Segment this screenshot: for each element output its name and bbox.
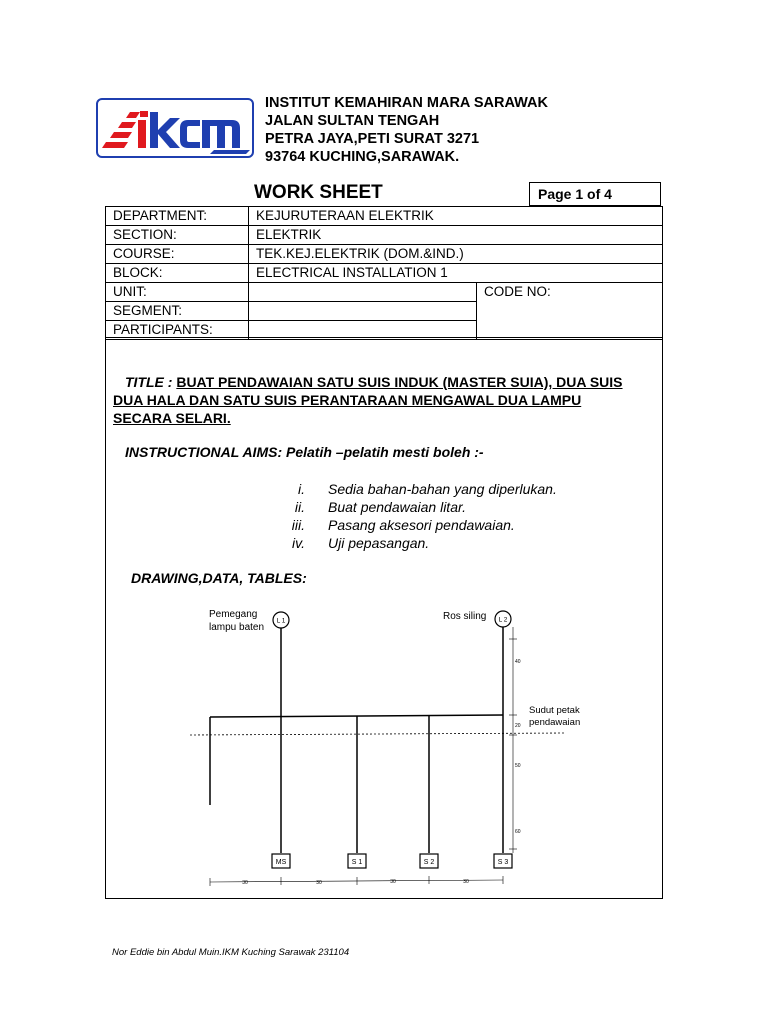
code-no-label: CODE NO:	[477, 283, 663, 340]
aim-number: ii.	[294, 499, 305, 515]
instructional-aims-heading: INSTRUCTIONAL AIMS: Pelatih –pelatih mesti boleh :-	[125, 444, 484, 460]
dimension-label: 40	[515, 659, 521, 665]
dimension-label: 30	[316, 880, 322, 886]
ikm-logo	[96, 98, 254, 158]
unit-label: UNIT:	[106, 283, 249, 302]
title-text: BUAT PENDAWAIAN SATU SUIS INDUK (MASTER SUIA), DUA SUIS DUA HALA DAN SATU SUIS PERANTARAAN MENGAWAL DUA LAMPU SECARA SELARI.	[113, 374, 623, 426]
table-row	[106, 264, 663, 283]
department-value: KEJURUTERAAN ELEKTRIK	[249, 207, 663, 226]
table-row	[106, 226, 663, 245]
course-value: TEK.KEJ.ELEKTRIK (DOM.&IND.)	[249, 245, 663, 264]
switch-s3-label: S 3	[497, 859, 509, 866]
aim-number: iii.	[291, 517, 305, 533]
switch-s1-label: S 1	[351, 859, 363, 866]
institution-address	[265, 94, 548, 166]
segment-value	[249, 302, 477, 321]
block-label: BLOCK:	[106, 264, 249, 283]
address-line: PETRA JAYA,PETI SURAT 3271	[265, 131, 480, 147]
title-prefix: TITLE :	[125, 374, 173, 390]
lamp-l1-label: L 1	[276, 617, 286, 625]
aim-text: Pasang aksesori pendawaian.	[328, 517, 515, 533]
aim-number: iv.	[292, 535, 305, 551]
segment-label: SEGMENT:	[106, 302, 249, 321]
dotted-line	[190, 733, 565, 735]
dimension-label: 60	[515, 829, 521, 835]
worksheet-title-block	[113, 373, 643, 427]
worksheet-title: WORK SHEET	[254, 182, 383, 203]
address-line: INSTITUT KEMAHIRAN MARA SARAWAK	[265, 95, 549, 111]
dimension-label: 20	[515, 723, 521, 729]
list-item	[0, 499, 768, 517]
footer-credit: Nor Eddie bin Abdul Muin.IKM Kuching Sarawak 231104	[112, 947, 350, 958]
list-item	[0, 535, 768, 553]
page-number: Page 1 of 4	[529, 182, 661, 206]
aim-number: i.	[298, 481, 305, 497]
wiring-box-label: Sudut petak	[529, 705, 580, 716]
list-item	[0, 517, 768, 535]
address-line: 93764 KUCHING,SARAWAK.	[265, 149, 460, 165]
switch-s2-label: S 2	[423, 859, 435, 866]
block-value: ELECTRICAL INSTALLATION 1	[249, 264, 663, 283]
participants-label: PARTICIPANTS:	[106, 321, 249, 340]
lamp-holder-label: Pemegang	[209, 609, 258, 620]
section-label: SECTION:	[106, 226, 249, 245]
department-label: DEPARTMENT:	[106, 207, 249, 226]
drawing-heading: DRAWING,DATA, TABLES:	[131, 570, 307, 586]
dimension-label: 30	[242, 880, 248, 886]
course-label: COURSE:	[106, 245, 249, 264]
section-value: ELEKTRIK	[249, 226, 663, 245]
worksheet-info-table	[105, 206, 663, 340]
table-row	[106, 283, 663, 302]
dimension-line	[210, 880, 503, 882]
table-row	[106, 207, 663, 226]
wiring-box-label: pendawaian	[529, 717, 581, 728]
dimension-label: 30	[463, 879, 469, 885]
address-line: JALAN SULTAN TENGAH	[265, 113, 440, 129]
switch-ms-label: MS	[275, 859, 287, 866]
unit-value	[249, 283, 477, 302]
aim-text: Sedia bahan-bahan yang diperlukan.	[328, 481, 557, 497]
list-item	[0, 481, 768, 499]
dimension-label: 50	[515, 763, 521, 769]
dimension-label: 30	[390, 879, 396, 885]
aim-text: Uji pepasangan.	[328, 535, 430, 551]
ceiling-rose-label: Ros siling	[443, 611, 487, 622]
lamp-l2-label: L 2	[498, 616, 508, 624]
table-row	[106, 245, 663, 264]
aim-text: Buat pendawaian litar.	[328, 499, 467, 515]
wiring-diagram	[185, 595, 605, 900]
lamp-holder-label: lampu baten	[209, 622, 265, 633]
